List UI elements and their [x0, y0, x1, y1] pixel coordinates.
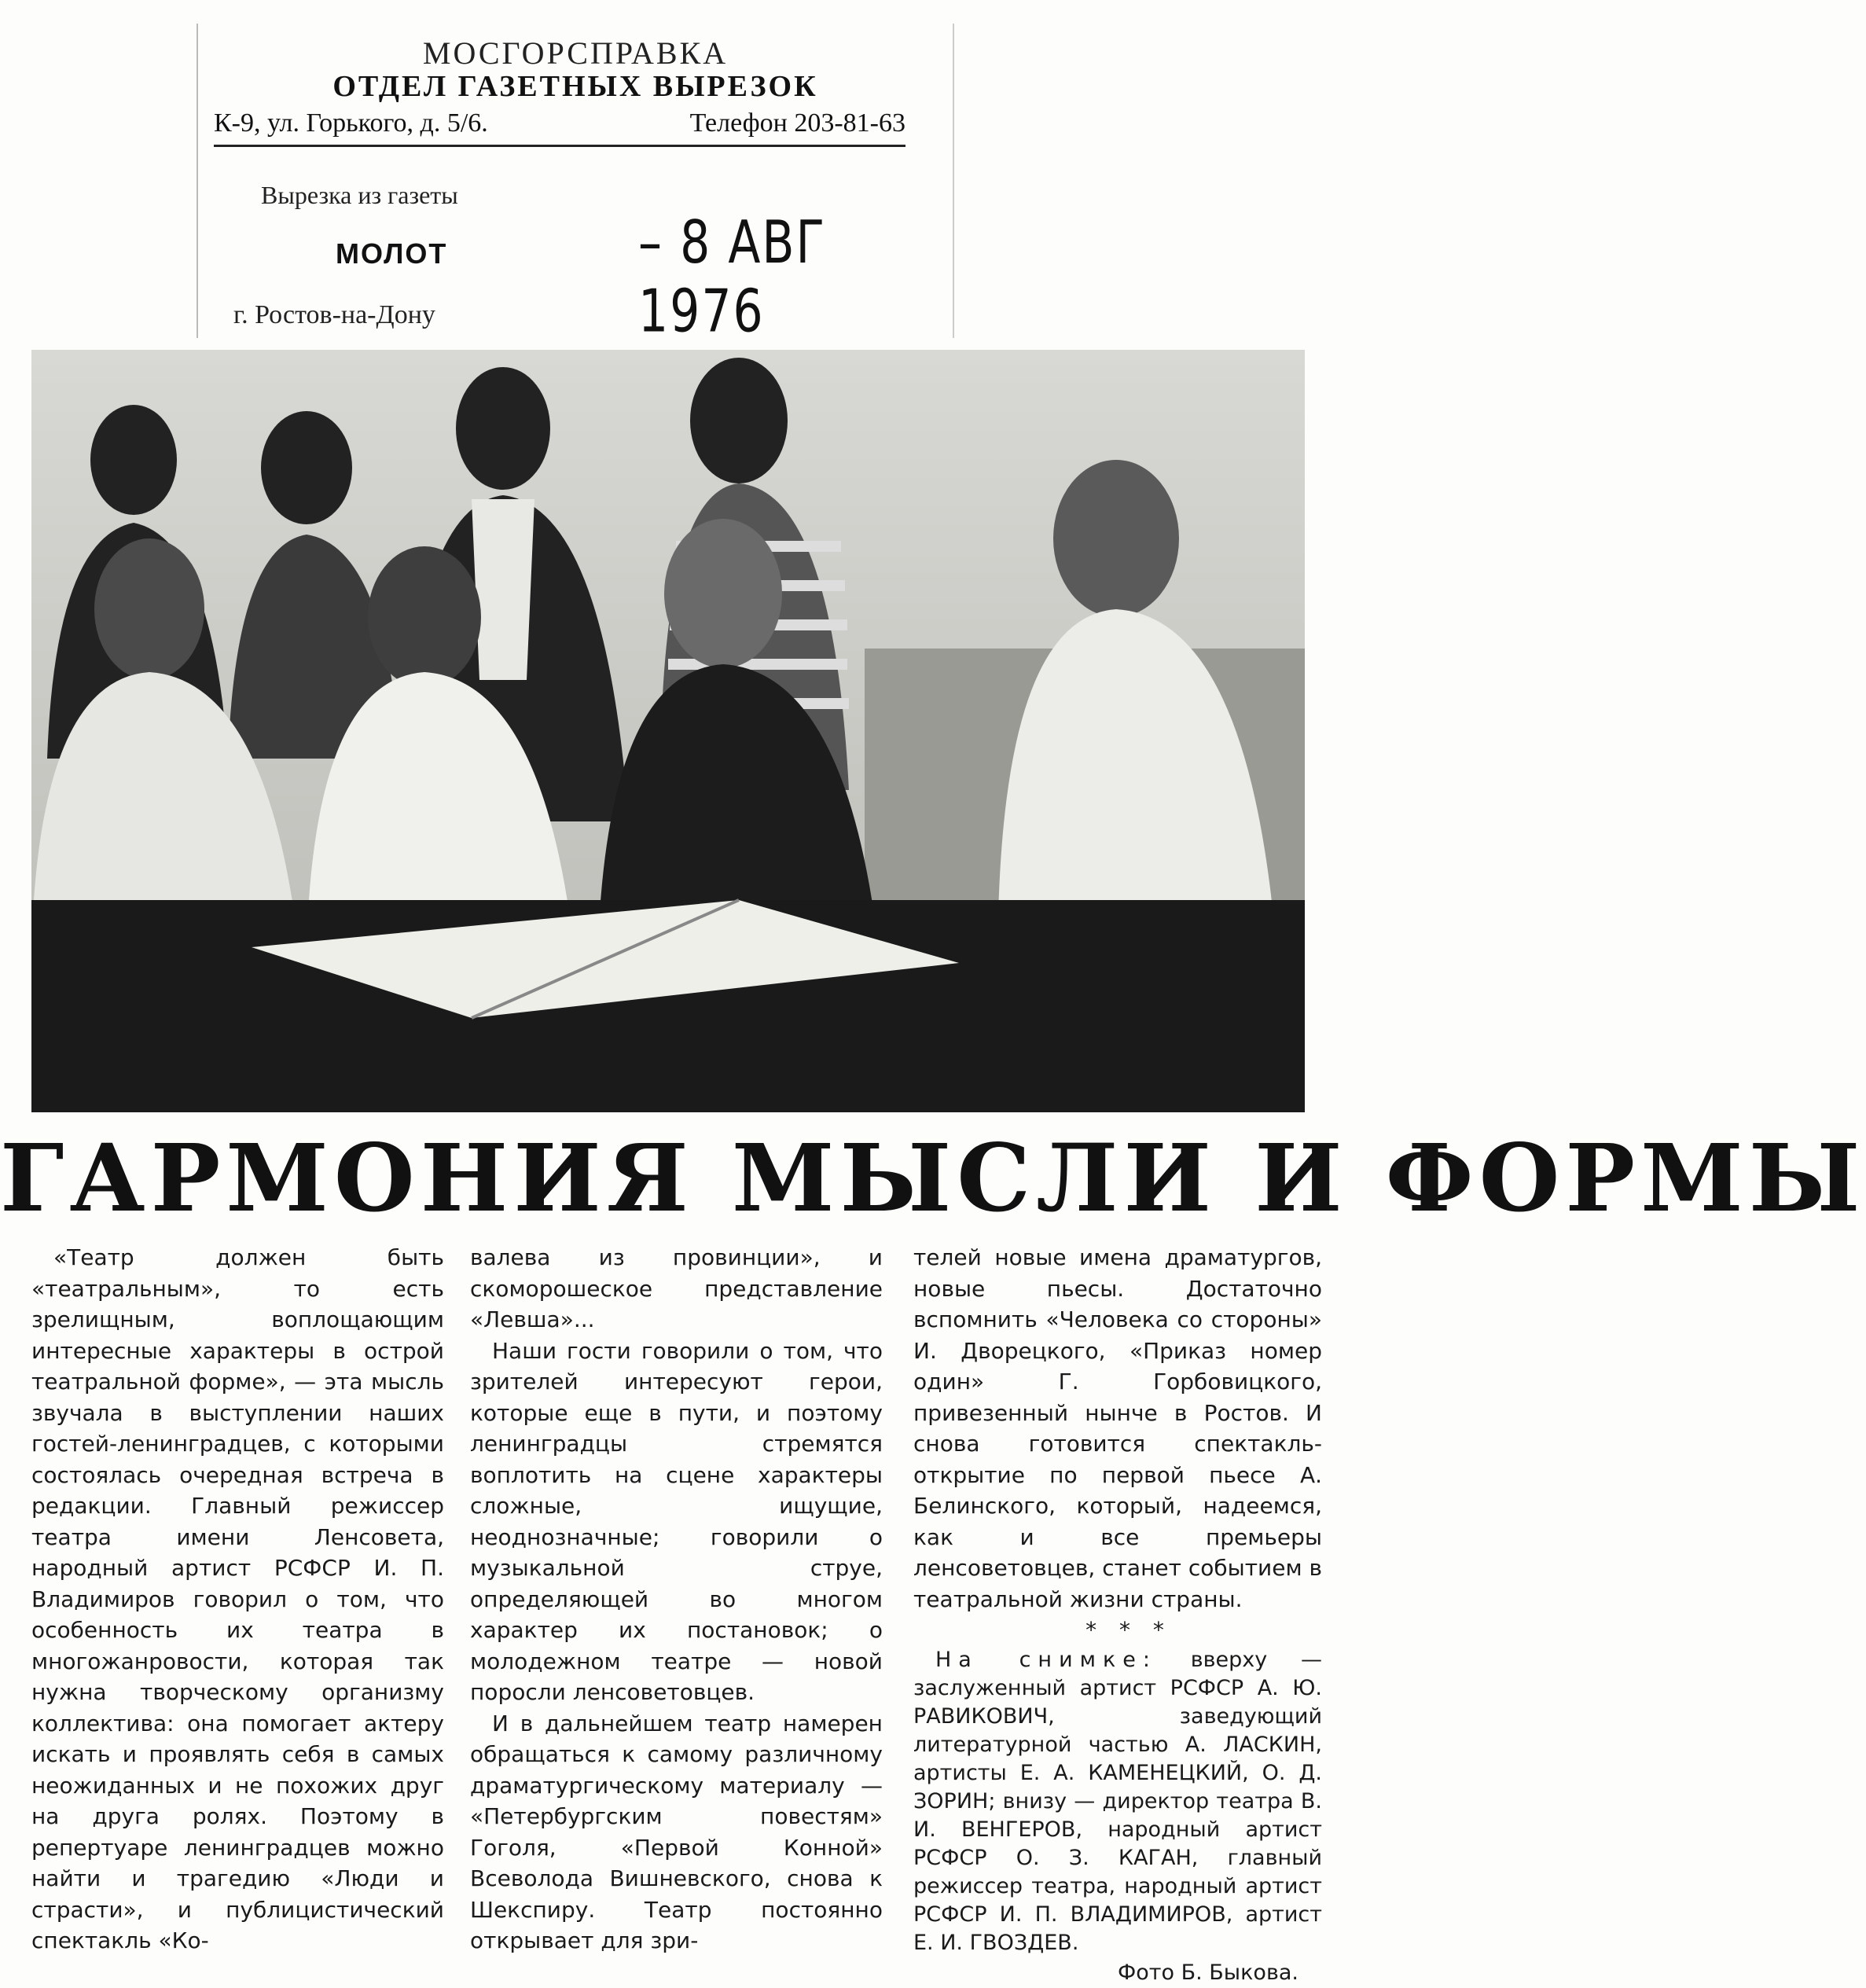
- caption-text: вверху — заслуженный артист РСФСР А. Ю. РАВИКОВИЧ, заведующий литературной частью А. ЛАСКИН, артисты Е. А. КАМЕНЕЦКИЙ, О. Д. ЗОРИН; внизу — директор театра В. И. ВЕНГЕРОВ, народный артист РСФСР О. З. КАГАН, главный режиссер театра, народный артист РСФСР И. П. ВЛАДИМИРОВ, артист Е. И. ГВОЗДЕВ.: [913, 1648, 1322, 1955]
- date-stamp: – 8 АВГ 1976: [638, 208, 953, 346]
- stamp-organization: МОСГОРСПРАВКА: [198, 35, 953, 72]
- clipping-stamp: [197, 24, 954, 338]
- article-column-3: [913, 1242, 1322, 1988]
- city: г. Ростов-на-Дону: [233, 300, 435, 330]
- section-separator: * * *: [913, 1615, 1322, 1646]
- stamp-department: ОТДЕЛ ГАЗЕТНЫХ ВЫРЕЗОК: [198, 69, 953, 104]
- article-column-1: [31, 1242, 444, 1957]
- article-paragraph: И в дальнейшем театр намерен обращаться к самому различному драматургическому материалу — «Петербургским повестям» Гоголя, «Первой Конной» Всеволода Вишневского, снова к Шекспиру. Театр постоянно открывает для зри-: [470, 1708, 883, 1957]
- newspaper-name: МОЛОТ: [336, 237, 447, 270]
- article-headline: ГАРМОНИЯ МЫСЛИ И ФОРМЫ: [0, 1132, 1357, 1225]
- photo-credit: Фото Б. Быкова.: [913, 1957, 1322, 1988]
- article-paragraph: Наши гости говорили о том, что зрителей интересуют герои, которые еще в пути, и поэтому ленинградцы стремятся воплотить на сцене характеры сложные, ищущие, неоднозначные; говорили о музыкальной струе, определяющей во многом характер их постановок; о молодежном театре — новой поросли ленсоветовцев.: [470, 1336, 883, 1708]
- caption-lead: На снимке:: [935, 1648, 1157, 1672]
- clipping-label: Вырезка из газеты: [261, 181, 458, 210]
- group-photo-image: [31, 350, 1305, 1112]
- photo-caption: [913, 1646, 1322, 1957]
- article-paragraph: «Театр должен быть «театральным», то есть зрелищным, воплощающим интересные характеры в острой театральной форме», — эта мысль звучала в выступлении наших гостей-ленинградцев, с которыми состоялась очередная встреча в редакции. Главный режиссер театра имени Ленсовета, народный артист РСФСР И. П. Владимиров говорил о том, что особенность их театра в многожанровости, которая так нужна творческому организму коллектива: она помогает актеру искать и проявлять себя в самых неожиданных и не похожих друг на друга ролях. Поэтому в репертуаре ленинградцев можно найти и трагедию «Люди и страсти», и публицистический спектакль «Ко-: [31, 1242, 444, 1957]
- group-photo: [31, 350, 1305, 1112]
- stamp-address-line: [214, 108, 905, 147]
- article-paragraph: валева из провинции», и скоморошеское представление «Левша»...: [470, 1242, 883, 1336]
- stamp-address: К-9, ул. Горького, д. 5/6.: [214, 108, 488, 138]
- stamp-phone: Телефон 203-81-63: [690, 108, 905, 138]
- article-paragraph: телей новые имена драматургов, новые пьесы. Достаточно вспомнить «Человека со стороны» И. Дворецкого, «Приказ номер один» Г. Горбовицкого, привезенный нынче в Ростов. И снова готовится спектакль-открытие по первой пьесе А. Белинского, который, надеемся, как и все премьеры ленсоветовцев, станет событием в театральной жизни страны.: [913, 1242, 1322, 1615]
- article-column-2: [470, 1242, 883, 1957]
